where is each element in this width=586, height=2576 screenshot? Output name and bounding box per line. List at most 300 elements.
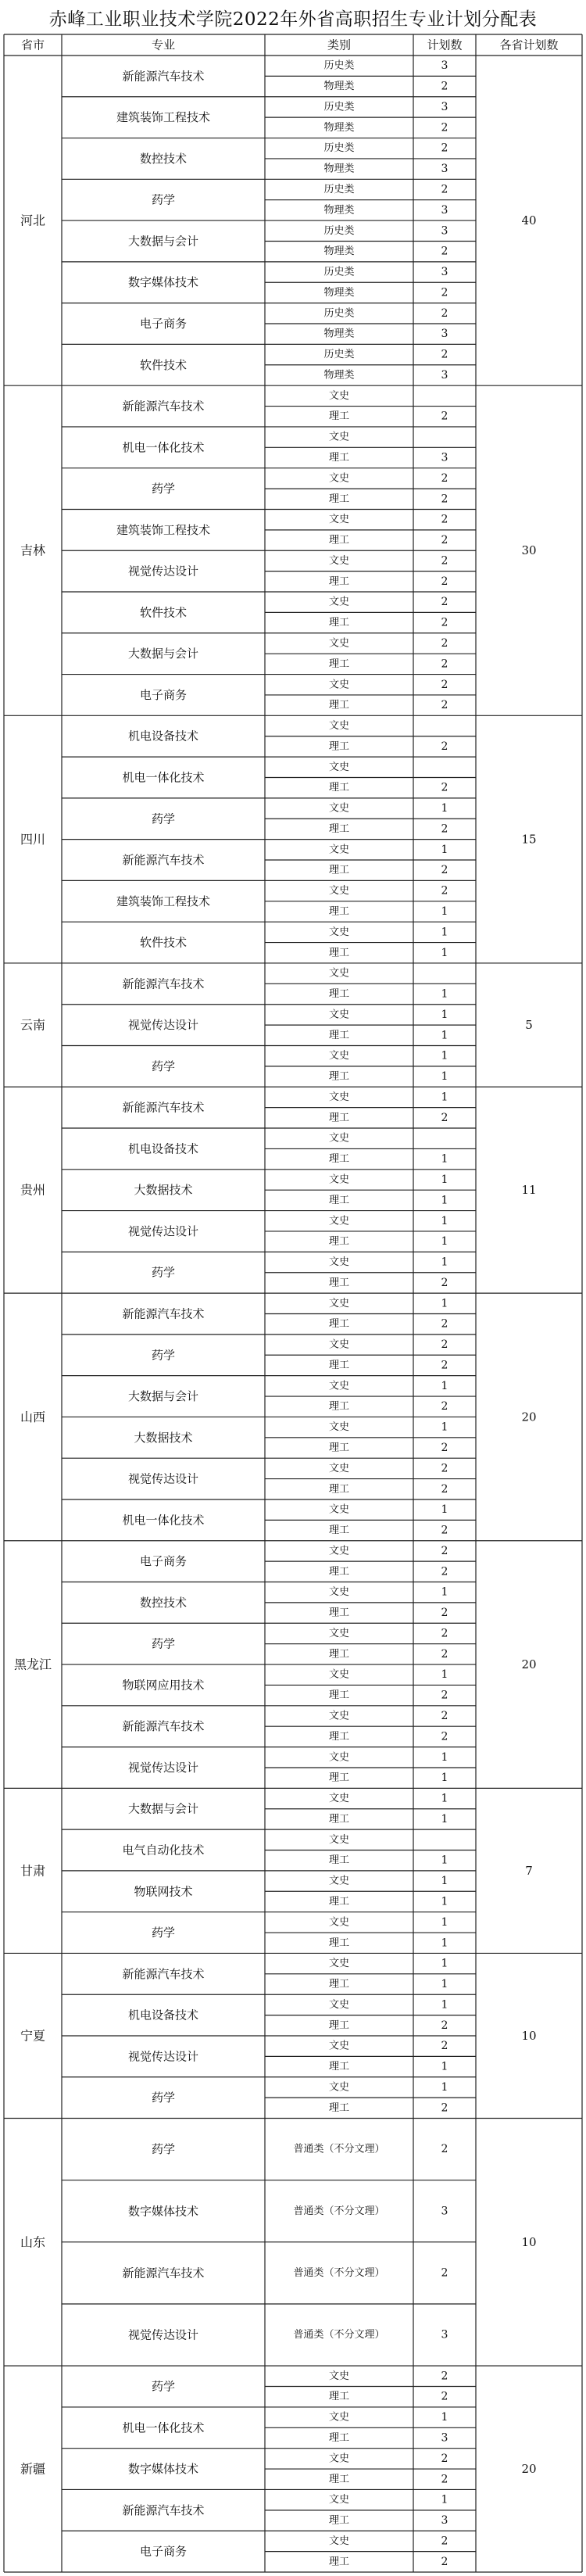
major-name-cell: 机电一体化技术 (122, 2420, 205, 2435)
category-cell: 普通类（不分文理） (293, 2329, 385, 2341)
plan-count-cell: 1 (441, 1091, 448, 1104)
major-name-cell: 新能源汽车技术 (122, 1966, 205, 1981)
category-cell: 文史 (328, 1710, 350, 1722)
major-name-cell: 新能源汽车技术 (122, 853, 205, 868)
category-cell: 历史类 (323, 349, 355, 361)
category-cell: 理工 (328, 1565, 350, 1578)
category-cell: 理工 (328, 1648, 350, 1661)
header-major: 专业 (151, 38, 176, 52)
major-name-cell: 药学 (151, 2091, 176, 2105)
plan-count-cell: 3 (441, 2205, 448, 2218)
plan-count-cell: 3 (441, 59, 448, 73)
plan-count-cell: 1 (441, 1194, 448, 1207)
major-name-cell: 新能源汽车技术 (122, 976, 205, 991)
plan-count-cell: 1 (441, 1792, 448, 1805)
category-cell: 文史 (328, 596, 350, 608)
plan-count-cell: 2 (441, 348, 448, 361)
plan-count-cell: 1 (441, 1421, 448, 1434)
category-cell: 文史 (328, 2494, 350, 2506)
major-name-cell: 视觉传达设计 (127, 2327, 199, 2342)
plan-count-cell: 2 (441, 1111, 448, 1124)
category-cell: 理工 (328, 2514, 350, 2527)
province-total-cell: 11 (521, 1183, 537, 1198)
major-name-cell: 药学 (151, 811, 176, 826)
plan-count-cell: 1 (441, 1503, 448, 1517)
category-cell: 普通类（不分文理） (293, 2205, 385, 2217)
category-cell: 理工 (328, 1483, 350, 1496)
category-cell: 物理类 (323, 163, 355, 175)
major-name-cell: 视觉传达设计 (127, 1018, 199, 1033)
plan-count-cell: 3 (441, 2514, 448, 2528)
major-name-cell: 药学 (151, 192, 176, 207)
plan-count-cell: 1 (441, 1070, 448, 1084)
category-cell: 理工 (328, 1730, 350, 1743)
category-cell: 理工 (328, 1442, 350, 1454)
category-cell: 历史类 (323, 266, 355, 278)
province-total-cell: 10 (521, 2028, 537, 2043)
category-cell: 理工 (328, 1772, 350, 1784)
major-name-cell: 药学 (151, 1265, 176, 1280)
plan-count-cell: 2 (441, 2019, 448, 2032)
plan-count-cell: 1 (441, 1978, 448, 1991)
category-cell: 文史 (328, 1668, 350, 1681)
category-cell: 理工 (328, 2431, 350, 2444)
major-name-cell: 大数据与会计 (127, 234, 199, 249)
category-cell: 文史 (328, 431, 350, 443)
category-cell: 文史 (328, 1132, 350, 1145)
plan-count-cell: 1 (441, 1668, 448, 1682)
major-name-cell: 软件技术 (139, 935, 188, 950)
major-name-cell: 视觉传达设计 (127, 2049, 199, 2064)
category-cell: 理工 (328, 782, 350, 794)
major-name-cell: 新能源汽车技术 (122, 2503, 205, 2517)
plan-count-cell: 2 (441, 2040, 448, 2053)
plan-count-cell: 1 (441, 1379, 448, 1392)
major-name-cell: 大数据与会计 (127, 647, 199, 661)
province-total-cell: 40 (521, 213, 537, 228)
category-cell: 理工 (328, 657, 350, 670)
plan-count-cell: 1 (441, 1915, 448, 1929)
plan-count-cell: 2 (441, 678, 448, 691)
category-cell: 理工 (328, 1689, 350, 1702)
plan-count-cell: 1 (441, 1957, 448, 1970)
plan-count-cell: 2 (441, 864, 448, 877)
header-province: 省市 (20, 38, 45, 52)
plan-count-cell: 1 (441, 1936, 448, 1950)
province-total-cell: 10 (521, 2234, 537, 2249)
category-cell: 文史 (328, 802, 350, 815)
category-cell: 理工 (328, 1978, 350, 1990)
category-cell: 历史类 (323, 101, 355, 113)
plan-count-cell: 1 (441, 1152, 448, 1166)
plan-count-cell: 2 (441, 1627, 448, 1640)
category-cell: 理工 (328, 2556, 350, 2568)
plan-count-cell: 2 (441, 286, 448, 299)
province-name-cell: 河北 (20, 213, 46, 228)
category-cell: 文史 (328, 761, 350, 773)
category-cell: 文史 (328, 926, 350, 938)
major-name-cell: 大数据技术 (134, 1430, 193, 1445)
plan-count-cell: 2 (441, 2266, 448, 2280)
plan-count-cell: 2 (441, 1359, 448, 1372)
plan-count-cell: 2 (441, 2370, 448, 2383)
header-province-total: 各省计划数 (499, 38, 559, 52)
plan-count-cell: 2 (441, 1689, 448, 1702)
category-cell: 理工 (328, 1235, 350, 1248)
major-name-cell: 机电一体化技术 (122, 1513, 205, 1528)
header-category: 类别 (327, 38, 352, 52)
category-cell: 文史 (328, 1751, 350, 1764)
plan-count-cell: 1 (441, 1875, 448, 1888)
major-name-cell: 软件技术 (139, 357, 188, 372)
major-name-cell: 新能源汽车技术 (122, 2266, 205, 2280)
province-total-cell: 7 (525, 1863, 533, 1878)
province-name-cell: 四川 (20, 832, 46, 847)
category-cell: 文史 (328, 2535, 350, 2547)
province-name-cell: 黑龙江 (13, 1657, 52, 1672)
category-cell: 理工 (328, 1070, 350, 1083)
category-cell: 文史 (328, 1297, 350, 1309)
major-name-cell: 新能源汽车技术 (122, 69, 205, 84)
plan-count-cell: 3 (441, 2431, 448, 2445)
major-name-cell: 数字媒体技术 (127, 2204, 199, 2219)
plan-count-cell: 3 (441, 368, 448, 382)
category-cell: 理工 (328, 1112, 350, 1124)
category-cell: 文史 (328, 844, 350, 856)
province-name-cell: 宁夏 (20, 2028, 46, 2044)
category-cell: 文史 (328, 514, 350, 526)
plan-count-cell: 3 (441, 451, 448, 464)
major-name-cell: 药学 (151, 482, 176, 496)
major-name-cell: 电子商务 (139, 2544, 188, 2559)
category-cell: 理工 (328, 947, 350, 959)
major-name-cell: 视觉传达设计 (127, 564, 199, 579)
category-cell: 文史 (328, 1586, 350, 1599)
plan-count-cell: 3 (441, 328, 448, 341)
plan-count-cell: 1 (441, 1772, 448, 1785)
plan-count-cell: 2 (441, 471, 448, 485)
plan-count-cell: 2 (441, 657, 448, 671)
category-cell: 理工 (328, 410, 350, 423)
plan-count-cell: 3 (441, 224, 448, 238)
category-cell: 文史 (328, 1916, 350, 1929)
plan-count-cell: 1 (441, 1235, 448, 1249)
plan-count-cell: 1 (441, 1812, 448, 1825)
category-cell: 文史 (328, 1833, 350, 1846)
major-name-cell: 新能源汽车技术 (122, 1306, 205, 1321)
province-name-cell: 云南 (20, 1017, 46, 1033)
plan-count-cell: 2 (441, 2143, 448, 2156)
plan-count-cell: 2 (441, 1317, 448, 1331)
category-cell: 文史 (328, 1793, 350, 1805)
category-cell: 理工 (328, 452, 350, 464)
plan-count-cell: 2 (441, 596, 448, 609)
plan-count-cell: 2 (441, 1338, 448, 1352)
category-cell: 文史 (328, 679, 350, 691)
plan-count-cell: 2 (441, 2473, 448, 2486)
plan-count-cell: 2 (441, 822, 448, 836)
category-cell: 理工 (328, 2101, 350, 2114)
plan-count-cell: 2 (441, 781, 448, 794)
category-cell: 文史 (328, 2370, 350, 2382)
province-name-cell: 甘肃 (20, 1863, 46, 1879)
plan-count-cell: 1 (441, 987, 448, 1001)
category-cell: 物理类 (323, 245, 355, 258)
plan-count-cell: 2 (441, 2101, 448, 2115)
category-cell: 文史 (328, 1421, 350, 1434)
plan-count-cell: 1 (441, 1297, 448, 1310)
category-cell: 理工 (328, 905, 350, 918)
category-cell: 文史 (328, 1338, 350, 1351)
major-name-cell: 建筑装饰工程技术 (116, 522, 211, 537)
plan-count-cell: 2 (441, 1565, 448, 1578)
plan-count-cell: 1 (441, 1895, 448, 1908)
category-cell: 理工 (328, 534, 350, 546)
major-name-cell: 视觉传达设计 (127, 1760, 199, 1775)
plan-count-cell: 1 (441, 1008, 448, 1021)
category-cell: 理工 (328, 1194, 350, 1206)
category-cell: 普通类（不分文理） (293, 2143, 385, 2155)
plan-count-cell: 2 (441, 575, 448, 588)
plan-count-cell: 2 (441, 740, 448, 753)
plan-count-cell: 3 (441, 203, 448, 217)
category-cell: 文史 (328, 1503, 350, 1516)
province-total-cell: 20 (521, 2462, 537, 2477)
category-cell: 文史 (328, 1256, 350, 1269)
province-total-cell: 15 (521, 832, 537, 847)
category-cell: 文史 (328, 637, 350, 650)
plan-count-cell: 1 (441, 2411, 448, 2424)
plan-count-cell: 2 (441, 534, 448, 547)
category-cell: 文史 (328, 1998, 350, 2011)
plan-count-cell: 2 (441, 80, 448, 93)
category-cell: 理工 (328, 575, 350, 588)
major-name-cell: 视觉传达设计 (127, 1471, 199, 1486)
province-name-cell: 吉林 (20, 543, 46, 558)
header-plan-count: 计划数 (427, 38, 463, 52)
category-cell: 历史类 (323, 59, 355, 72)
plan-count-cell: 2 (441, 2535, 448, 2548)
category-cell: 文史 (328, 720, 350, 733)
category-cell: 物理类 (323, 286, 355, 299)
plan-count-cell: 1 (441, 926, 448, 939)
major-name-cell: 电子商务 (139, 687, 188, 702)
plan-count-cell: 2 (441, 1400, 448, 1413)
category-cell: 理工 (328, 1813, 350, 1825)
category-cell: 文史 (328, 1215, 350, 1227)
plan-count-cell: 2 (441, 636, 448, 650)
plan-count-cell: 1 (441, 1854, 448, 1867)
plan-count-cell: 1 (441, 802, 448, 815)
plan-count-cell: 2 (441, 306, 448, 320)
province-name-cell: 新疆 (20, 2461, 46, 2477)
category-cell: 文史 (328, 885, 350, 897)
category-cell: 理工 (328, 1524, 350, 1537)
major-name-cell: 新能源汽车技术 (122, 399, 205, 414)
plan-count-cell: 2 (441, 1647, 448, 1661)
plan-count-cell: 2 (441, 2555, 448, 2568)
major-name-cell: 药学 (151, 1636, 176, 1651)
major-name-cell: 视觉传达设计 (127, 1224, 199, 1238)
plan-count-cell: 2 (441, 1442, 448, 1455)
plan-count-cell: 2 (441, 1607, 448, 1620)
major-name-cell: 数控技术 (139, 151, 188, 166)
plan-count-cell: 1 (441, 1029, 448, 1042)
category-cell: 文史 (328, 1958, 350, 1970)
category-cell: 理工 (328, 1854, 350, 1867)
plan-count-cell: 2 (441, 410, 448, 423)
plan-count-cell: 1 (441, 2493, 448, 2506)
major-name-cell: 电子商务 (139, 1554, 188, 1569)
province-total-cell: 20 (521, 1657, 537, 1672)
plan-count-cell: 1 (441, 1173, 448, 1186)
plan-count-cell: 1 (441, 905, 448, 918)
plan-count-cell: 1 (441, 946, 448, 959)
major-name-cell: 数控技术 (139, 1595, 188, 1610)
category-cell: 文史 (328, 1009, 350, 1021)
plan-count-cell: 3 (441, 266, 448, 279)
plan-count-cell: 2 (441, 1524, 448, 1537)
plan-count-cell: 2 (441, 1276, 448, 1289)
category-cell: 文史 (328, 1462, 350, 1474)
province-total-cell: 5 (525, 1018, 533, 1033)
province-name-cell: 山东 (20, 2234, 46, 2250)
plan-count-cell: 2 (441, 1544, 448, 1557)
plan-count-cell: 3 (441, 163, 448, 176)
major-name-cell: 数字媒体技术 (127, 2462, 199, 2477)
plan-count-cell: 2 (441, 884, 448, 897)
plan-count-cell: 3 (441, 2328, 448, 2341)
category-cell: 文史 (328, 2411, 350, 2424)
category-cell: 文史 (328, 1380, 350, 1392)
major-name-cell: 机电一体化技术 (122, 770, 205, 785)
category-cell: 理工 (328, 1029, 350, 1041)
plan-count-cell: 1 (441, 2060, 448, 2073)
plan-count-cell: 2 (441, 1730, 448, 1743)
major-name-cell: 机电设备技术 (127, 729, 199, 743)
category-cell: 文史 (328, 1875, 350, 1887)
plan-count-cell: 3 (441, 100, 448, 113)
document-title: 赤峰工业职业技术学院2022年外省高职招生专业计划分配表 (48, 9, 538, 30)
category-cell: 文史 (328, 1173, 350, 1186)
major-name-cell: 机电一体化技术 (122, 440, 205, 455)
category-cell: 理工 (328, 988, 350, 1001)
plan-count-cell: 1 (441, 2080, 448, 2094)
category-cell: 理工 (328, 1277, 350, 1289)
category-cell: 理工 (328, 2391, 350, 2403)
major-name-cell: 机电设备技术 (127, 1141, 199, 1156)
plan-count-cell: 2 (441, 142, 448, 155)
major-name-cell: 物联网应用技术 (122, 1678, 205, 1693)
category-cell: 物理类 (323, 369, 355, 382)
category-cell: 理工 (328, 1895, 350, 1908)
category-cell: 历史类 (323, 307, 355, 320)
major-name-cell: 药学 (151, 2379, 176, 2394)
major-name-cell: 建筑装饰工程技术 (116, 894, 211, 908)
major-name-cell: 药学 (151, 2142, 176, 2157)
plan-count-cell: 2 (441, 2452, 448, 2465)
major-name-cell: 大数据与会计 (127, 1389, 199, 1404)
category-cell: 理工 (328, 617, 350, 629)
category-cell: 理工 (328, 2019, 350, 2032)
category-cell: 理工 (328, 493, 350, 505)
category-cell: 物理类 (323, 204, 355, 217)
category-cell: 理工 (328, 740, 350, 753)
plan-count-cell: 1 (441, 1214, 448, 1227)
category-cell: 文史 (328, 1050, 350, 1062)
major-name-cell: 药学 (151, 1059, 176, 1073)
major-name-cell: 药学 (151, 1348, 176, 1363)
province-name-cell: 山西 (20, 1409, 46, 1424)
major-name-cell: 软件技术 (139, 605, 188, 620)
plan-count-cell: 2 (441, 2390, 448, 2403)
province-total-cell: 30 (521, 543, 537, 558)
plan-count-cell: 1 (441, 1998, 448, 2012)
major-name-cell: 大数据与会计 (127, 1801, 199, 1816)
category-cell: 理工 (328, 2473, 350, 2485)
category-cell: 理工 (328, 1607, 350, 1619)
category-cell: 物理类 (323, 328, 355, 340)
plan-count-cell: 2 (441, 1710, 448, 1723)
category-cell: 文史 (328, 472, 350, 485)
category-cell: 文史 (328, 2081, 350, 2094)
category-cell: 文史 (328, 389, 350, 402)
category-cell: 历史类 (323, 142, 355, 155)
plan-count-cell: 2 (441, 616, 448, 629)
plan-count-cell: 2 (441, 513, 448, 526)
major-name-cell: 电气自动化技术 (122, 1843, 205, 1858)
category-cell: 理工 (328, 822, 350, 835)
category-cell: 文史 (328, 2452, 350, 2465)
plan-count-cell: 1 (441, 1256, 448, 1269)
plan-count-cell: 1 (441, 1049, 448, 1062)
major-name-cell: 新能源汽车技术 (122, 1100, 205, 1115)
category-cell: 理工 (328, 699, 350, 711)
category-cell: 历史类 (323, 184, 355, 196)
plan-count-cell: 2 (441, 183, 448, 196)
category-cell: 理工 (328, 1359, 350, 1371)
category-cell: 文史 (328, 1091, 350, 1103)
plan-count-cell: 2 (441, 493, 448, 506)
province-name-cell: 贵州 (20, 1182, 46, 1198)
category-cell: 文史 (328, 554, 350, 567)
plan-count-cell: 2 (441, 245, 448, 258)
category-cell: 理工 (328, 1936, 350, 1949)
plan-count-cell: 2 (441, 1482, 448, 1496)
category-cell: 普通类（不分文理） (293, 2266, 385, 2279)
major-name-cell: 大数据技术 (134, 1183, 193, 1198)
plan-count-cell: 2 (441, 554, 448, 568)
category-cell: 理工 (328, 1153, 350, 1166)
major-name-cell: 药学 (151, 1926, 176, 1940)
category-cell: 理工 (328, 2061, 350, 2073)
category-cell: 物理类 (323, 121, 355, 134)
category-cell: 文史 (328, 1627, 350, 1639)
major-name-cell: 机电设备技术 (127, 2008, 199, 2022)
plan-count-cell: 1 (441, 1585, 448, 1599)
category-cell: 文史 (328, 2040, 350, 2052)
plan-count-cell: 1 (441, 843, 448, 856)
category-cell: 文史 (328, 967, 350, 980)
province-total-cell: 20 (521, 1410, 537, 1424)
category-cell: 理工 (328, 1400, 350, 1413)
major-name-cell: 建筑装饰工程技术 (116, 110, 211, 125)
category-cell: 文史 (328, 1545, 350, 1557)
plan-count-cell: 2 (441, 699, 448, 712)
major-name-cell: 新能源汽车技术 (122, 1719, 205, 1734)
plan-count-cell: 1 (441, 1750, 448, 1764)
category-cell: 理工 (328, 864, 350, 876)
